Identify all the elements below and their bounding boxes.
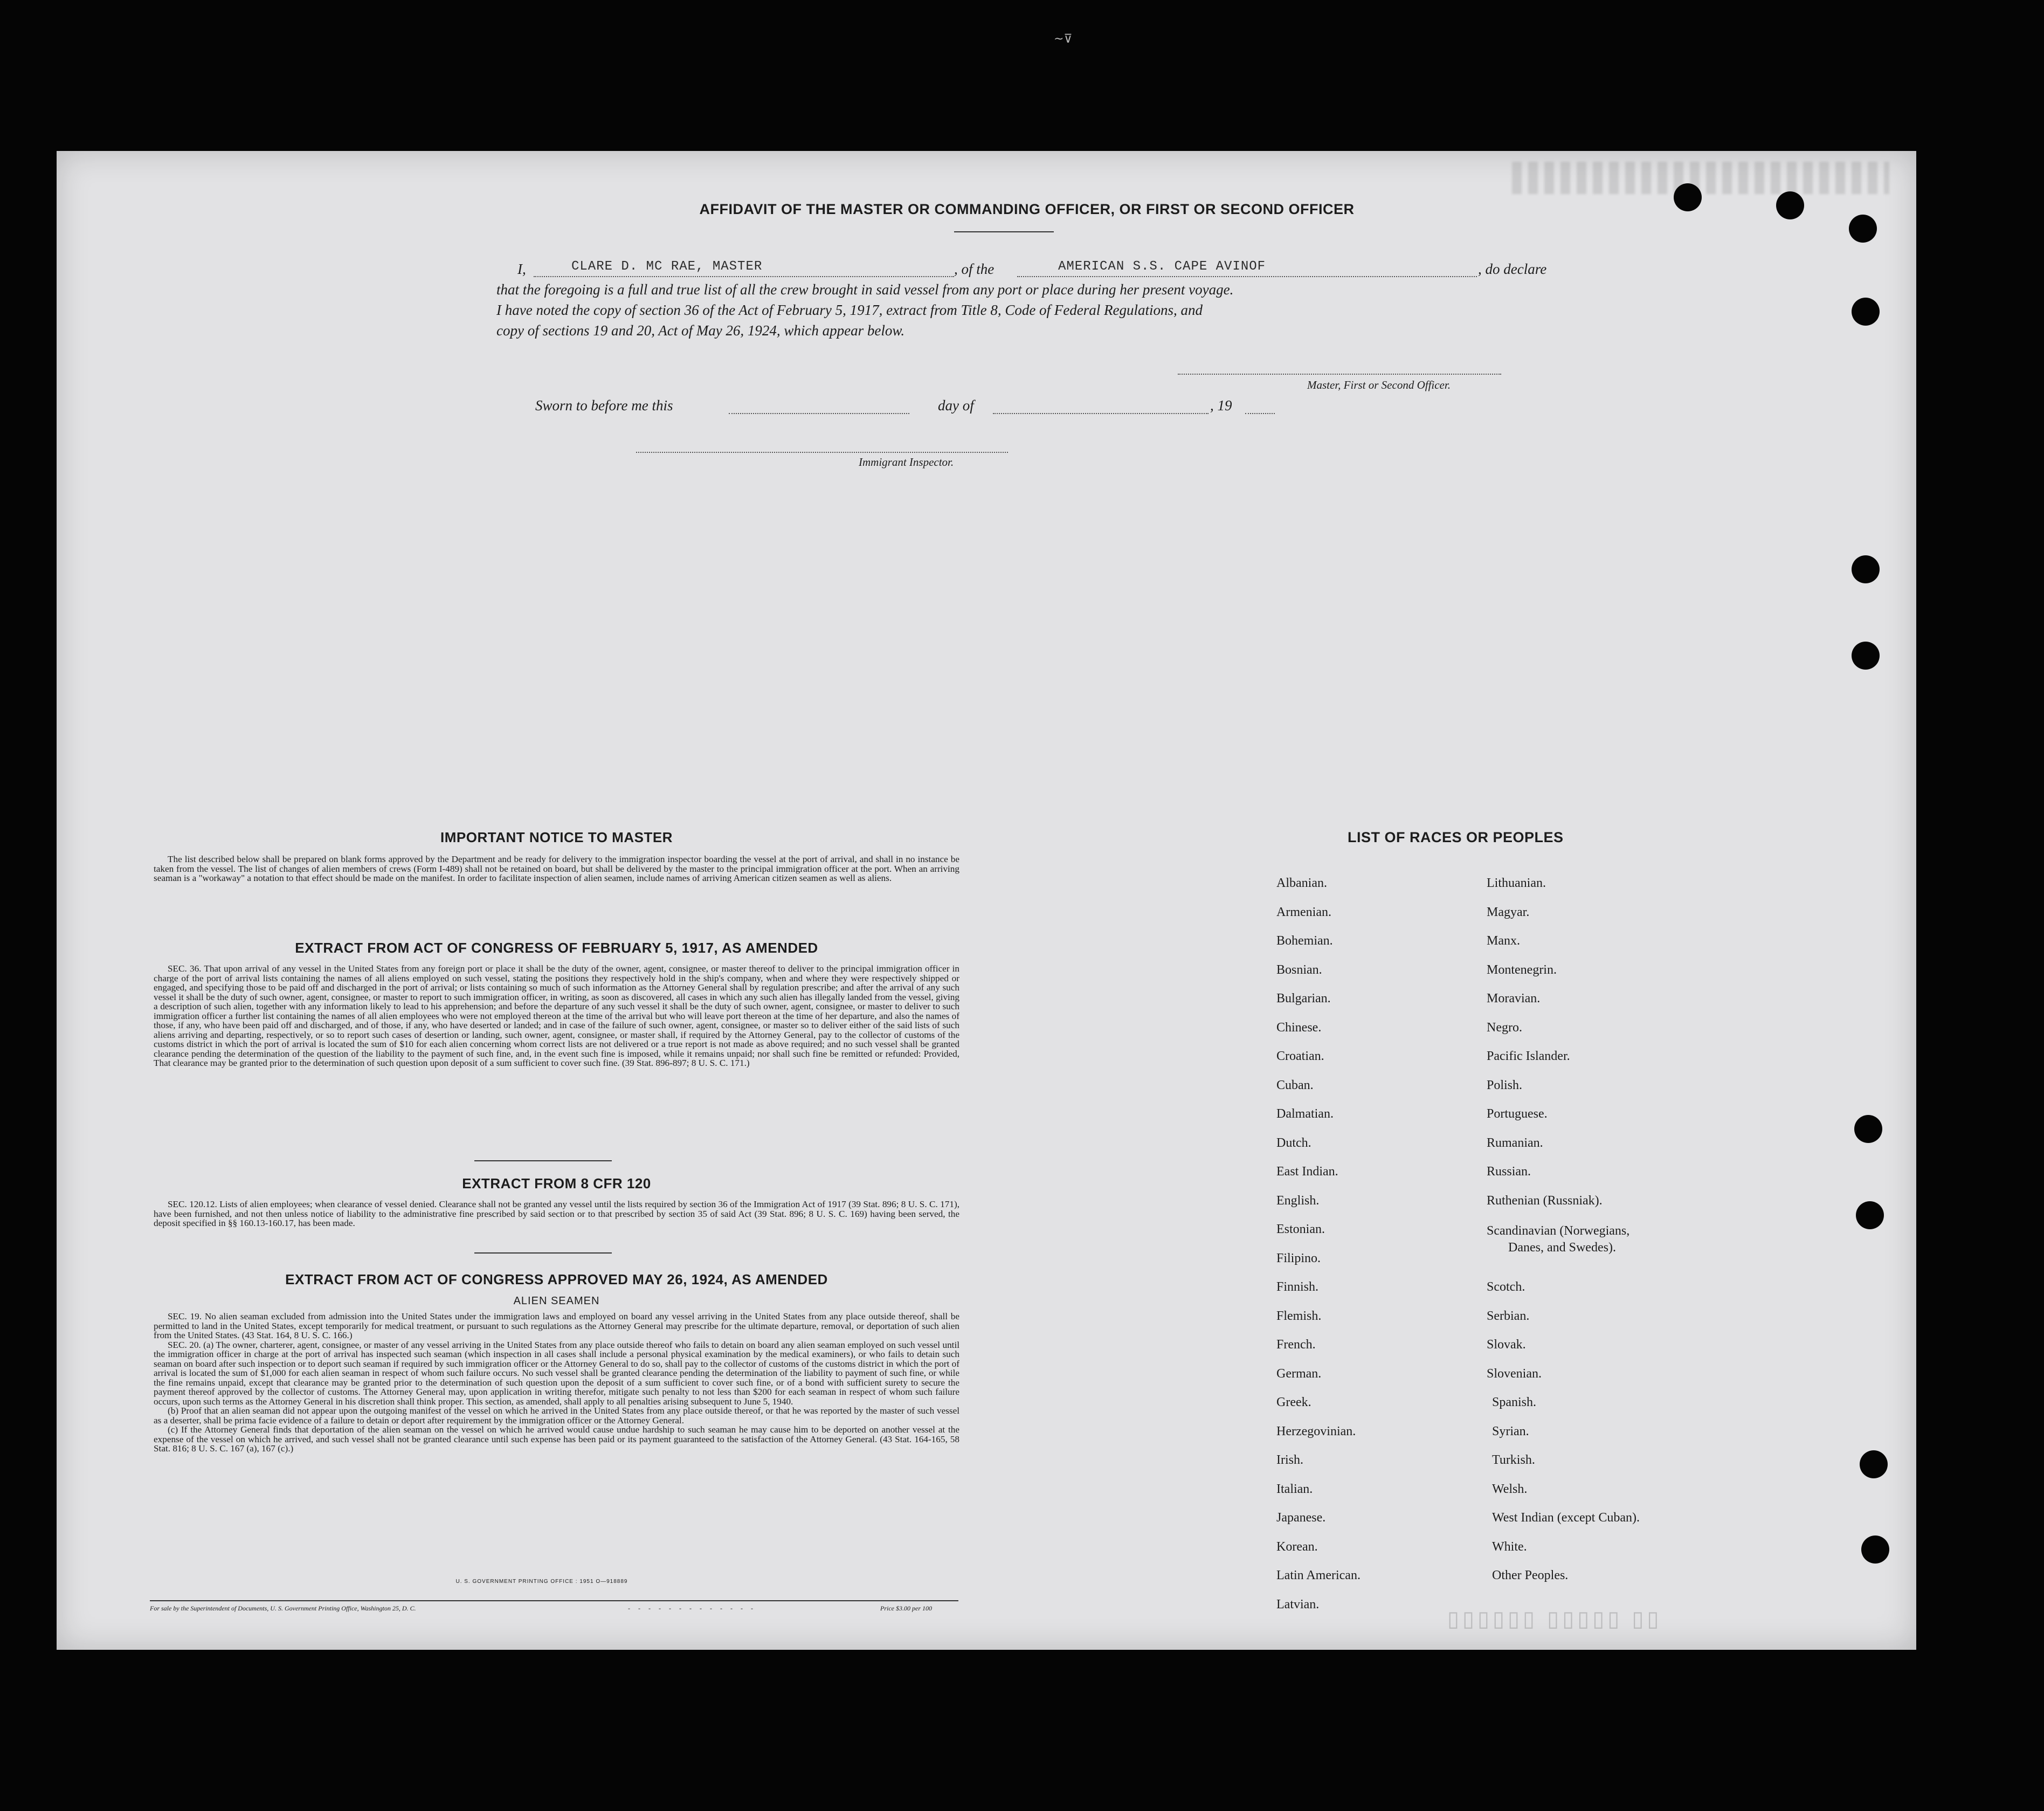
race-left-item: English. (1276, 1194, 1320, 1208)
extract-cfr-title: EXTRACT FROM 8 CFR 120 (462, 1175, 651, 1192)
race-right-item: Danes, and Swedes). (1508, 1241, 1616, 1255)
race-right-item: Polish. (1487, 1078, 1523, 1092)
races-title: LIST OF RACES OR PEOPLES (1348, 829, 1564, 845)
inspector-signature-line (636, 452, 1008, 453)
race-right-item: Rumanian. (1487, 1136, 1543, 1150)
sale-price: Price $3.00 per 100 (880, 1605, 932, 1612)
race-left-item: German. (1276, 1367, 1322, 1381)
race-left-item: Japanese. (1276, 1511, 1326, 1525)
punch-hole (1849, 215, 1877, 243)
race-right-item: Serbian. (1487, 1309, 1530, 1323)
race-right-item: White. (1492, 1540, 1527, 1554)
race-right-item: Lithuanian. (1487, 876, 1546, 890)
race-left-item: Cuban. (1276, 1078, 1314, 1092)
race-left-item: Irish. (1276, 1453, 1303, 1467)
sworn-prefix: Sworn to before me this (535, 397, 673, 414)
race-left-item: Latin American. (1276, 1568, 1361, 1582)
race-left-item: Croatian. (1276, 1049, 1324, 1063)
race-left-item: Dutch. (1276, 1136, 1311, 1150)
race-right-item: Turkish. (1492, 1453, 1535, 1467)
race-left-item: Dalmatian. (1276, 1107, 1334, 1121)
race-left-item: Herzegovinian. (1276, 1424, 1356, 1438)
race-right-item: Spanish. (1492, 1395, 1537, 1409)
notice-title: IMPORTANT NOTICE TO MASTER (440, 829, 673, 845)
sworn-year-prefix: , 19 (1210, 397, 1232, 414)
race-right-item: Magyar. (1487, 905, 1530, 919)
punch-hole (1856, 1201, 1884, 1229)
race-left-item: Bulgarian. (1276, 991, 1331, 1006)
vessel-name[interactable]: AMERICAN S.S. CAPE AVINOF (1058, 259, 1266, 274)
race-right-item: West Indian (except Cuban). (1492, 1511, 1640, 1525)
race-left-item: Albanian. (1276, 876, 1327, 890)
vessel-name-line (1017, 276, 1477, 277)
race-left-item: Bohemian. (1276, 934, 1333, 948)
punch-hole (1852, 642, 1880, 670)
master-signature-caption: Master, First or Second Officer. (1307, 378, 1451, 391)
race-right-item: Syrian. (1492, 1424, 1529, 1438)
section-19-text: SEC. 19. No alien seaman excluded from admission into the United States under the immigration laws and employed on board any vessel arriving in the United States from any place outside thereof, shall be permitted to land in the United States, except temporarily for medical treatment, or pursuant to such regulations as the Attorney General may prescribe for the ultimate departure, removal, or deportation of such alien from the United States. (43 Stat. 164, 8 U. S. C. 166.) (154, 1311, 959, 1340)
notice-text: The list described below shall be prepared on blank forms approved by the Department and be ready for delivery to the immigration inspector boarding the vessel at the port of arrival, and shall in no instance be taken from the vessel. The list of changes of alien members of crews (Form I-489) shall not be retained on board, but shall be delivered by the master to the principal immigration officer at the port. When an arriving seaman is a "workaway" a notation to that effect should be made on the manifest. In order to facilitate inspection of alien seamen, include names of arriving American citizen seamen as well as aliens. (154, 854, 959, 883)
sworn-year-line (1245, 413, 1275, 414)
race-left-item: Flemish. (1276, 1309, 1322, 1323)
master-signature-line (1178, 374, 1501, 375)
race-left-item: Bosnian. (1276, 963, 1322, 977)
affidavit-i: I, (517, 261, 526, 277)
race-left-item: Filipino. (1276, 1251, 1321, 1265)
sale-notice: For sale by the Superintendent of Documents, U. S. Government Printing Office, Washington 25, D. C. (150, 1605, 416, 1612)
race-right-item: Montenegrin. (1487, 963, 1557, 977)
printing-office-imprint: U. S. GOVERNMENT PRINTING OFFICE : 1951 O—918889 (455, 1579, 628, 1585)
race-left-item: French. (1276, 1338, 1316, 1352)
race-right-item: Scandinavian (Norwegians, (1487, 1224, 1630, 1238)
extract-1924-body (154, 1312, 959, 1454)
race-right-item: Moravian. (1487, 991, 1541, 1006)
race-right-item: Manx. (1487, 934, 1520, 948)
race-left-item: Korean. (1276, 1540, 1318, 1554)
race-left-item: Italian. (1276, 1482, 1313, 1496)
sale-dashes: - - - - - - - - - - - - - (628, 1605, 756, 1612)
section-rule (474, 1160, 612, 1161)
race-left-item: Finnish. (1276, 1280, 1319, 1294)
race-left-item: Chinese. (1276, 1021, 1322, 1035)
race-right-item: Scotch. (1487, 1280, 1525, 1294)
extract-1924-title: EXTRACT FROM ACT OF CONGRESS APPROVED MAY 26, 1924, AS AMENDED (285, 1271, 828, 1287)
race-right-item: Portuguese. (1487, 1107, 1548, 1121)
affidavit-of-the: , of the (954, 261, 995, 277)
section-20b-text: (b) Proof that an alien seaman did not appear upon the outgoing manifest of the vessel on which he arrived in the United States from any place outside thereof, or that he was reported by the master of such vessel as a deserter, shall be prima facie evidence of a failure to detain or deport after requirement by the immigration officer or the Attorney General. (154, 1406, 959, 1426)
affidavit-line-2: that the foregoing is a full and true list of all the crew brought in said vessel from any port or place during her present voyage. (496, 281, 1234, 298)
punch-hole (1854, 1115, 1882, 1143)
affidavit-line-4: copy of sections 19 and 20, Act of May 26, 1924, which appear below. (496, 322, 905, 339)
race-left-item: Greek. (1276, 1395, 1311, 1409)
race-left-item: East Indian. (1276, 1165, 1338, 1179)
footer-rule (150, 1600, 958, 1601)
affidavit-title: AFFIDAVIT OF THE MASTER OR COMMANDING OFFICER, OR FIRST OR SECOND OFFICER (699, 201, 1355, 217)
section-20a-text: SEC. 20. (a) The owner, charterer, agent, consignee, or master of any vessel arriving in the United States from any place outside thereof who fails to detain on board any alien seaman employed on such vessel until the immigration officer in charge at the port of arrival has inspected such seaman (which inspection in all cases shall include a personal physical examination by the medical examiners), or who fails to detain such seaman on board after such inspection or to deport such seaman if required by such immigration officer or the Attorney General to do so, shall pay to the collector of customs of the customs district in which the port of arrival is located the sum of $1,000 for each alien seaman in respect of whom such failure occurs. No such vessel shall be granted clearance pending the determination of the liability to payment of such fine, or while the fine remains unpaid, except that clearance may be granted prior to the determination of such question upon the deposit of a sum sufficient to cover such fine, or of a bond with sufficient surety to secure the payment thereof approved by the collector of customs. The Attorney General may, upon application in writing therefor, mitigate such penalty to not less than $200 for each seaman in respect of whom such failure occurs, upon such terms as the Attorney General in his discretion shall think proper. This section, as amended, shall apply to all penalties arising subsequent to June 5, 1940. (154, 1339, 959, 1407)
master-name[interactable]: CLARE D. MC RAE, MASTER (571, 259, 763, 274)
affidavit-line-3: I have noted the copy of section 36 of the Act of February 5, 1917, extract from Title 8, Code of Federal Regulations, and (496, 302, 1203, 318)
race-right-item: Negro. (1487, 1021, 1522, 1035)
section-rule (474, 1252, 612, 1254)
bleed-through-text (1512, 162, 1889, 194)
alien-seamen-subtitle: ALIEN SEAMEN (513, 1295, 600, 1307)
race-right-item: Other Peoples. (1492, 1568, 1569, 1582)
race-left-item: Latvian. (1276, 1597, 1320, 1612)
bleed-through-stamp: ▯▯▯▯▯▯ ▯▯▯▯▯ ▯▯ (1447, 1607, 1662, 1631)
title-rule (954, 231, 1054, 232)
race-left-item: Estonian. (1276, 1222, 1325, 1236)
inspector-signature-caption: Immigrant Inspector. (859, 456, 954, 469)
race-left-item: Armenian. (1276, 905, 1331, 919)
punch-hole (1776, 191, 1804, 219)
race-right-item: Slovak. (1487, 1338, 1526, 1352)
extract-cfr-text: SEC. 120.12. Lists of alien employees; when clearance of vessel denied. Clearance shall not be granted any vessel until the lists required by section 36 of the Immigration Act of 1917 (39 Stat. 896; 8 U. S. C. 171), have been furnished, and not then unless notice of liability to the administrative fine prescribed by said section or to that prescribed by section 35 of said Act (39 Stat. 896; 8 U. S. C. 169) having been served, the deposit specified in §§ 160.13-160.17, has been made. (154, 1199, 959, 1228)
name-signature-line (534, 276, 954, 277)
form-sheet (57, 151, 1916, 1650)
punch-hole (1861, 1535, 1889, 1564)
extract-1917-text: SEC. 36. That upon arrival of any vessel in the United States from any foreign port or place it shall be the duty of the owner, agent, consignee, or master thereof to deliver to the principal immigration officer in charge of the port of arrival lists containing the names of all aliens employed on such vessel, stating the positions they respectively hold in the ship's company, when and where they were respectively shipped or engaged, and specifying those to be paid off and discharged in the port of arrival; or lists containing so much of such information as the Attorney General shall by regulation prescribe; and after the arrival of any such vessel it shall be the duty of such owner, agent, consignee, or master to report to such immigration officer, in writing, as soon as discovered, all cases in which any such alien has illegally landed from the vessel, giving a description of such alien, together with any information likely to lead to his apprehension; and before the departure of any such vessel it shall be the duty of such owner, agent, consignee, or master to deliver to such immigration officer a further list containing the names of all alien employees who were not employed thereon at the time of the arrival but who will leave port thereon at the time of her departure, and also the names of those, if any, who have been paid off and discharged, and of those, if any, who have deserted or landed; and in case of the failure of such owner, agent, consignee, or master so to deliver either of the said lists of such aliens arriving and departing, respectively, or so to report such cases of desertion or landing, such owner, agent, consignee, or master shall, if required by the Attorney General, pay to the collector of customs of the customs district in which the port of arrival is located the sum of $10 for each alien concerning whom correct lists are not delivered or a true report is not made as above required; and no such vessel shall be granted clearance pending the determination of the question of the liability to the payment of such fine, and, in the event such fine is imposed, while it remains unpaid; nor shall such fine be remitted or refunded: Provided, That clearance may be granted prior to the determination of such question upon deposit of a sum sufficient to cover such fine. (39 Stat. 896-897; 8 U. S. C. 171.) (154, 963, 959, 1068)
race-right-item: Welsh. (1492, 1482, 1528, 1496)
sworn-day-of: day of (938, 397, 974, 414)
punch-hole (1674, 183, 1702, 211)
sworn-day-line (729, 413, 909, 414)
race-right-item: Ruthenian (Russniak). (1487, 1194, 1603, 1208)
race-right-item: Slovenian. (1487, 1367, 1542, 1381)
punch-hole (1860, 1450, 1888, 1478)
affidavit-do-declare: , do declare (1478, 261, 1547, 277)
section-20c-text: (c) If the Attorney General finds that deportation of the alien seaman on the vessel on which he arrived would cause undue hardship to such seaman he may cause him to be deported on another vessel at the expense of the vessel on which he arrived, and such vessel shall not be granted clearance until such expense has been paid or its payment guaranteed to the satisfaction of the Attorney General. (43 Stat. 164-165, 58 Stat. 816; 8 U. S. C. 167 (a), 167 (c).) (154, 1424, 959, 1454)
punch-hole (1852, 555, 1880, 583)
sworn-month-line (993, 413, 1209, 414)
punch-hole (1852, 298, 1880, 326)
race-right-item: Pacific Islander. (1487, 1049, 1570, 1063)
race-right-item: Russian. (1487, 1165, 1531, 1179)
extract-1917-title: EXTRACT FROM ACT OF CONGRESS OF FEBRUARY 5, 1917, AS AMENDED (295, 940, 818, 956)
scan-registration-mark: ~⊽ (1054, 32, 1073, 46)
